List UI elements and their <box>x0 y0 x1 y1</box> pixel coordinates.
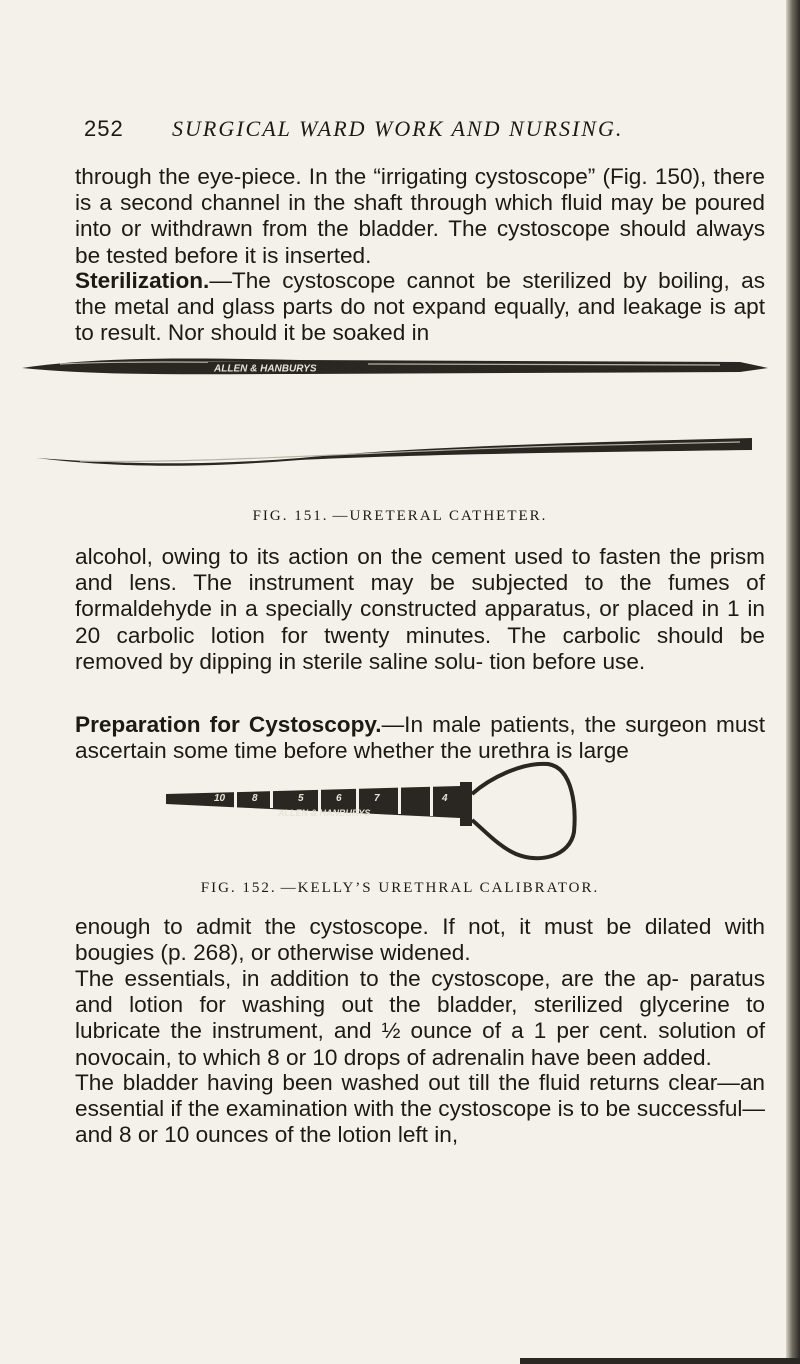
paragraph-7: The bladder having been washed out till the fluid returns clear—an essential if the examination with the cystoscope is to be successful—and 8 or 10 ounces of the lotion left in, <box>75 1070 765 1148</box>
page-binding-edge <box>786 0 800 1364</box>
calibrator-ring <box>234 790 237 808</box>
figure-151-caption <box>0 508 800 525</box>
figure-151-ureteral-catheter <box>0 342 790 492</box>
figure-152-kellys-urethral-calibrator <box>160 760 580 864</box>
preparation-text: —In male patients, the surgeon must ascertain some time before whether the urethra is large <box>75 712 765 764</box>
calibrator-ring <box>398 786 401 814</box>
page-bottom-edge <box>520 1358 800 1364</box>
calibrator-ring <box>430 786 433 816</box>
scale-number: 8 <box>252 793 258 804</box>
figure-151-number: FIG. 151. <box>252 508 329 524</box>
paragraph-3: alcohol, owing to its action on the cement used to fasten the prism and lens. The instrument may be subjected to the fumes of formaldehyde in a specially constructed apparatus, or placed in 1 in 20 carbolic lotion for twenty minutes. The carbolic should be removed by dipping in sterile saline solu- tion before use. <box>75 544 765 674</box>
paragraph-1: through the eye-piece. In the “irrigating cystoscope” (Fig. 150), there is a second channel in the shaft through which fluid may be poured into or withdrawn from the bladder. The cystoscope should always be tested before it is inserted. <box>75 164 765 268</box>
scale-number: 10 <box>214 793 226 804</box>
paragraph-sterilization <box>75 268 765 347</box>
figure-152-caption <box>0 880 800 897</box>
paragraph-6: The essentials, in addition to the cystoscope, are the ap- paratus and lotion for washing out the bladder, sterilized glycerine to lubricate the instrument, and ½ ounce of a 1 per cent. solution of novocain, to which 8 or 10 drops of adrenalin have been added. <box>75 966 765 1070</box>
paragraph-5: enough to admit the cystoscope. If not, it must be dilated with bougies (p. 268), or otherwise widened. <box>75 914 765 966</box>
fig151-maker-mark: ALLEN & HANBURYS <box>214 363 317 375</box>
running-head: SURGICAL WARD WORK AND NURSING. <box>172 116 624 141</box>
section-heading-sterilization: Sterilization. <box>75 268 210 293</box>
calibrator-collar <box>460 782 472 826</box>
section-heading-preparation: Preparation for Cystoscopy. <box>75 712 382 737</box>
scale-number: 6 <box>336 793 342 804</box>
figure-152-title: —KELLY’S URETHRAL CALIBRATOR. <box>280 880 600 896</box>
scale-number: 7 <box>374 793 380 804</box>
scale-number: 5 <box>298 793 304 804</box>
scale-number: 4 <box>442 793 448 804</box>
catheter-upper-shaft <box>22 358 768 374</box>
fig152-maker-mark: ALLEN & HANBURYS <box>278 808 371 818</box>
page-number: 252 <box>84 116 124 141</box>
page-header <box>84 116 760 146</box>
figure-152-number: FIG. 152. <box>200 880 277 896</box>
calibrator-ring <box>270 790 273 808</box>
sterilization-text: —The cystoscope cannot be sterilized by boiling, as the metal and glass parts do not expand equally, and leakage is apt to result. Nor should it be soaked in <box>75 268 765 346</box>
paragraph-preparation <box>75 712 765 764</box>
calibrator-loop-handle <box>472 764 575 858</box>
figure-151-title: —URETERAL CATHETER. <box>332 508 548 524</box>
